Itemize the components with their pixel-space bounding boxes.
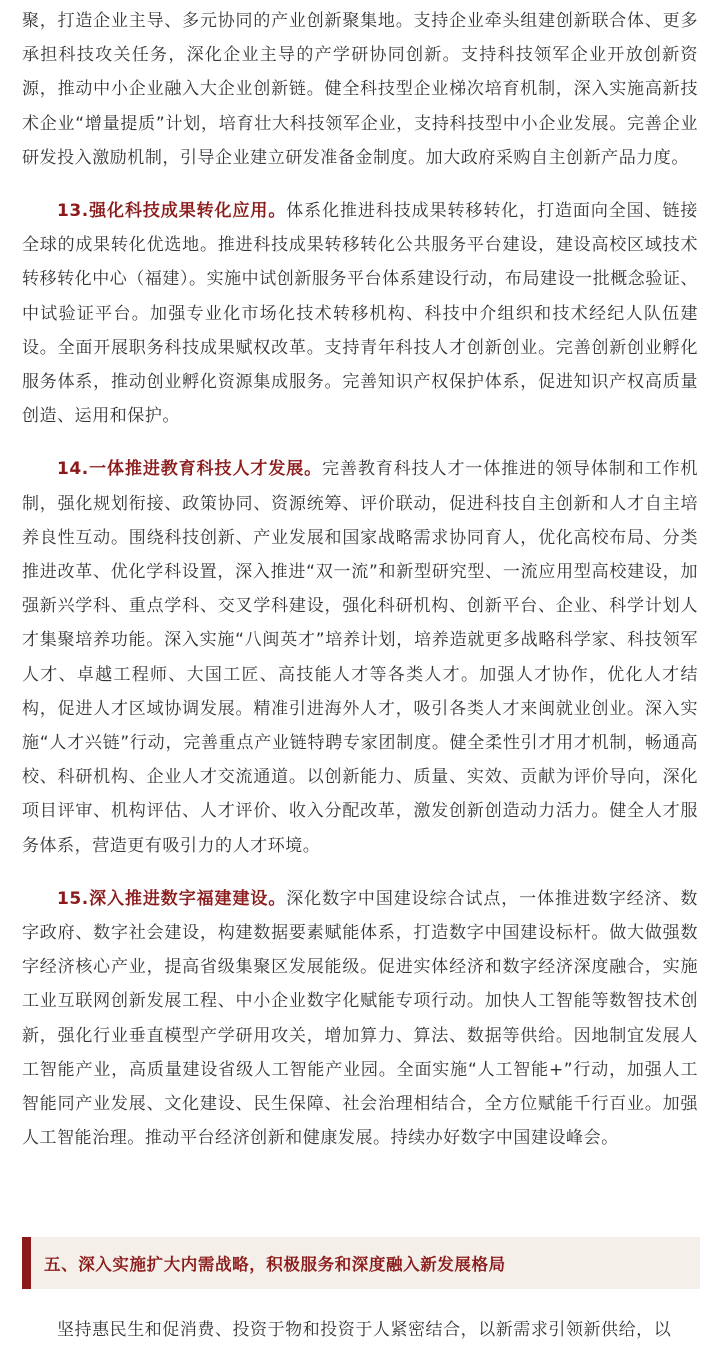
paragraph-13 xyxy=(22,194,698,433)
paragraph-heading: 13.强化科技成果转化应用。 xyxy=(57,201,287,222)
paragraph-text: 体系化推进科技成果转移转化，打造面向全国、链接全球的成果转化优选地。推进科技成果转移转化公共服务平台建设，建设高校区域技术转移转化中心（福建）。实施中试创新服务平台体系建设行动，布局建设一批概念验证、中试验证平台。加强专业化市场化技术转移机构、科技中介组织和技术经纪人队伍建设。全面开展职务科技成果赋权改革。支持青年科技人才创新创业。完善创新创业孵化服务体系，推动创业孵化资源集成服务。完善知识产权保护体系，促进知识产权高质量创造、运用和保护。 xyxy=(22,201,698,427)
section-heading-banner xyxy=(22,1237,700,1289)
section-heading: 五、深入实施扩大内需战略，积极服务和深度融入新发展格局 xyxy=(44,1255,506,1274)
paragraph-15 xyxy=(22,882,698,1156)
paragraph-14 xyxy=(22,452,698,862)
paragraph-heading: 14.一体推进教育科技人才发展。 xyxy=(57,459,323,480)
paragraph-text: 完善教育科技人才一体推进的领导体制和工作机制，强化规划衔接、政策协同、资源统筹、评价联动，促进科技自主创新和人才自主培养良性互动。围绕科技创新、产业发展和国家战略需求协同育人，优化高校布局、分类推进改革、优化学科设置，深入推进“双一流”和新型研究型、一流应用型高校建设，加强新兴学科、重点学科、交叉学科建设，强化科研机构、创新平台、企业、科学计划人才集聚培养功能。深入实施“八闽英才”培养计划，培养造就更多战略科学家、科技领军人才、卓越工程师、大国工匠、高技能人才等各类人才。加强人才协作，优化人才结构，促进人才区域协调发展。精准引进海外人才，吸引各类人才来闽就业创业。深入实施“人才兴链”行动，完善重点产业链特聘专家团制度。健全柔性引才用才机制，畅通高校、科研机构、企业人才交流通道。以创新能力、质量、实效、贡献为评价导向，深化项目评审、机构评估、人才评价、收入分配改革，激发创新创造动力活力。健全人才服务体系，营造更有吸引力的人才环境。 xyxy=(22,459,698,856)
paragraph-text: 聚，打造企业主导、多元协同的产业创新聚集地。支持企业牵头组建创新联合体、更多承担科技攻关任务，深化企业主导的产学研协同创新。支持科技领军企业开放创新资源，推动中小企业融入大企业创新链。健全科技型企业梯次培育机制，深入实施高新技术企业“增量提质”计划，培育壮大科技领军企业，支持科技型中小企业发展。完善企业研发投入激励机制，引导企业建立研发准备金制度。加大政府采购自主创新产品力度。 xyxy=(22,11,698,168)
paragraph-continuation xyxy=(22,4,698,175)
paragraph-text: 深化数字中国建设综合试点，一体推进数字经济、数字政府、数字社会建设，构建数据要素赋能体系，打造数字中国建设标杆。做大做强数字经济核心产业，提高省级集聚区发展能级。促进实体经济和数字经济深度融合，实施工业互联网创新发展工程、中小企业数字化赋能专项行动。加快人工智能等数智技术创新，强化行业垂直模型产学研用攻关，增加算力、算法、数据等供给。因地制宜发展人工智能产业，高质量建设省级人工智能产业园。全面实施“人工智能+”行动，加强人工智能同产业发展、文化建设、民生保障、社会治理相结合，全方位赋能千行百业。加强人工智能治理。推动平台经济创新和健康发展。持续办好数字中国建设峰会。 xyxy=(22,888,698,1149)
paragraph-tail: 坚持惠民生和促消费、投资于物和投资于人紧密结合，以新需求引领新供给，以 xyxy=(57,1320,672,1340)
paragraph-heading: 15.深入推进数字福建建设。 xyxy=(57,888,287,909)
